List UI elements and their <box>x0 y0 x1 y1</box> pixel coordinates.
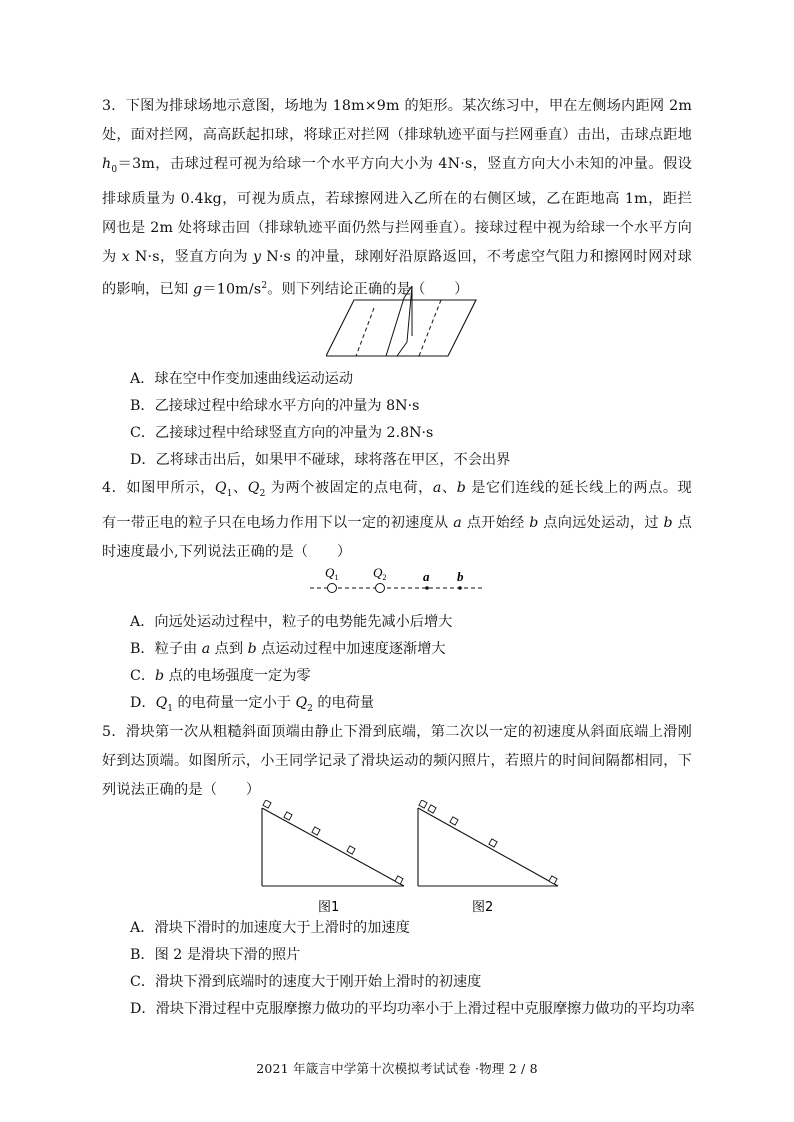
q4-text-5: 点向远处运动，过 <box>538 514 664 531</box>
q1-label: $Q_1$ <box>325 565 339 582</box>
q2-label: $Q_2$ <box>373 565 387 582</box>
q4-option-b: B．粒子由 a 点到 b 点运动过程中加速度逐渐增大 <box>130 641 446 657</box>
q3-text-3: N·s，竖直方向为 <box>129 248 254 265</box>
q3-h0-sub: 0 <box>111 164 118 175</box>
q4-b2: b <box>529 514 539 531</box>
q4-option-c: C．b 点的电场强度一定为零 <box>130 668 311 684</box>
q5-stem: 5．滑块第一次从粗糙斜面顶端由静止下滑到底端，第二次以一定的初速度从斜面底端上滑刚好到达顶端。如图所示，小王同学记录了滑块运动的频闪照片，若照片的时间间隔都相同，下列说法正确的是（ ） <box>102 724 692 798</box>
q3-text-2: ＝3m，击球过程可视为给球一个水平方向大小为 4N·s，竖直方向大小未知的冲量。假设排球质量为 0.4kg，可视为质点，若球擦网进入乙所在的右侧区域，乙在距地高 1m，距拦网也是 2m 处将球击回（排球轨迹平面仍然与拦网垂直）。接球过程中视为给球一个水平方向为 <box>102 156 692 265</box>
q3-option-c: C．乙接球过程中给球竖直方向的冲量为 2.8N·s <box>130 425 434 441</box>
q3-g: g <box>193 281 203 298</box>
q5-option-d: D．滑块下滑过程中克服摩擦力做功的平均功率小于上滑过程中克服摩擦力做功的平均功率 <box>130 1001 695 1017</box>
q2-charge <box>376 584 385 593</box>
fig2-caption: 图2 <box>472 900 494 915</box>
q3-stem <box>102 92 692 305</box>
fig1-block-snapshots <box>263 800 403 884</box>
q4-text-1: 4．如图甲所示， <box>102 480 215 496</box>
q3-x: x <box>121 248 130 265</box>
point-charges-figure <box>310 562 490 596</box>
point-a-dot <box>425 586 429 590</box>
q4-q1: Q <box>214 480 227 496</box>
q4-q1-sub: 1 <box>226 488 233 499</box>
q3-option-d: D．乙将球击出后，如果甲不碰球，球将落在甲区，不会出界 <box>130 452 511 468</box>
fig1-slope <box>262 808 404 886</box>
q4-b3: b <box>663 514 673 531</box>
q3-text-4: N·s 的冲量，球刚好沿原路返回，不考虑空气阻力和擦网时网对球的影响，已知 <box>102 248 692 298</box>
q3-text-5: ＝10m/s <box>202 281 262 298</box>
q3-h0: h <box>102 156 112 172</box>
page-footer: 2021 年箴言中学第十次模拟考试试卷 ·物理 2 / 8 <box>256 1061 538 1076</box>
q5-option-b: B．图 2 是滑块下滑的照片 <box>130 947 301 963</box>
q4-q2-sub: 2 <box>259 488 266 499</box>
q3-y: y <box>253 248 262 265</box>
q1-charge <box>328 584 337 593</box>
q3-text-1: 3．下图为排球场地示意图，场地为 18m×9m 的矩形。某次练习中，甲在左侧场内距网 2m 处，面对拦网，高高跃起扣球，将球正对拦网（排球轨迹平面与拦网垂直）击出，击球点距地 <box>102 98 692 143</box>
q4-text-4: 点开始经 <box>461 514 530 531</box>
incline-figures <box>256 800 566 918</box>
right-attack-line <box>419 300 441 356</box>
q3-option-b: B．乙接球过程中给球水平方向的冲量为 8N·s <box>130 398 420 414</box>
q3-sup: 2 <box>261 280 268 291</box>
left-attack-line <box>356 308 374 356</box>
b-label: b <box>457 569 464 584</box>
q4-a2: a <box>453 514 462 531</box>
q4-sep2: 、 <box>441 480 457 496</box>
q5-option-a: A．滑块下滑时的加速度大于上滑时的加速度 <box>130 920 410 936</box>
q5-option-c: C．滑块下滑到底端时的速度大于刚开始上滑时的初速度 <box>130 974 482 990</box>
a-label: a <box>423 569 430 584</box>
q3-text-6: 。则下列结论正确的是（ ） <box>267 281 469 298</box>
q4-option-a: A．向远处运动过程中，粒子的电势能先减小后增大 <box>130 614 453 630</box>
fig2-block-snapshots <box>419 800 557 884</box>
point-b-dot <box>458 586 462 590</box>
q4-stem <box>102 474 692 567</box>
q4-sep: 、 <box>232 480 248 496</box>
q4-b: b <box>456 480 466 496</box>
q4-a: a <box>432 480 442 496</box>
q4-option-d: D．$Q_1$ 的电荷量一定小于 $Q_2$ 的电荷量 <box>130 695 375 714</box>
q4-text-2: 为两个被固定的点电荷， <box>265 480 433 496</box>
q4-text-3: 是它们连线的延长线上的两点。现有一带正电的粒子只在电场力作用下以一定的初速度从 <box>102 480 692 531</box>
q4-q2: Q <box>247 480 260 496</box>
volleyball-court-figure <box>326 286 486 360</box>
net-plane <box>386 286 412 356</box>
q3-option-a: A．球在空中作变加速曲线运动运动 <box>130 371 354 387</box>
fig2-slope <box>418 808 558 886</box>
fig1-caption: 图1 <box>318 900 340 915</box>
q4-text-6: 点时速度最小,下列说法正确的是（ ） <box>102 514 692 560</box>
